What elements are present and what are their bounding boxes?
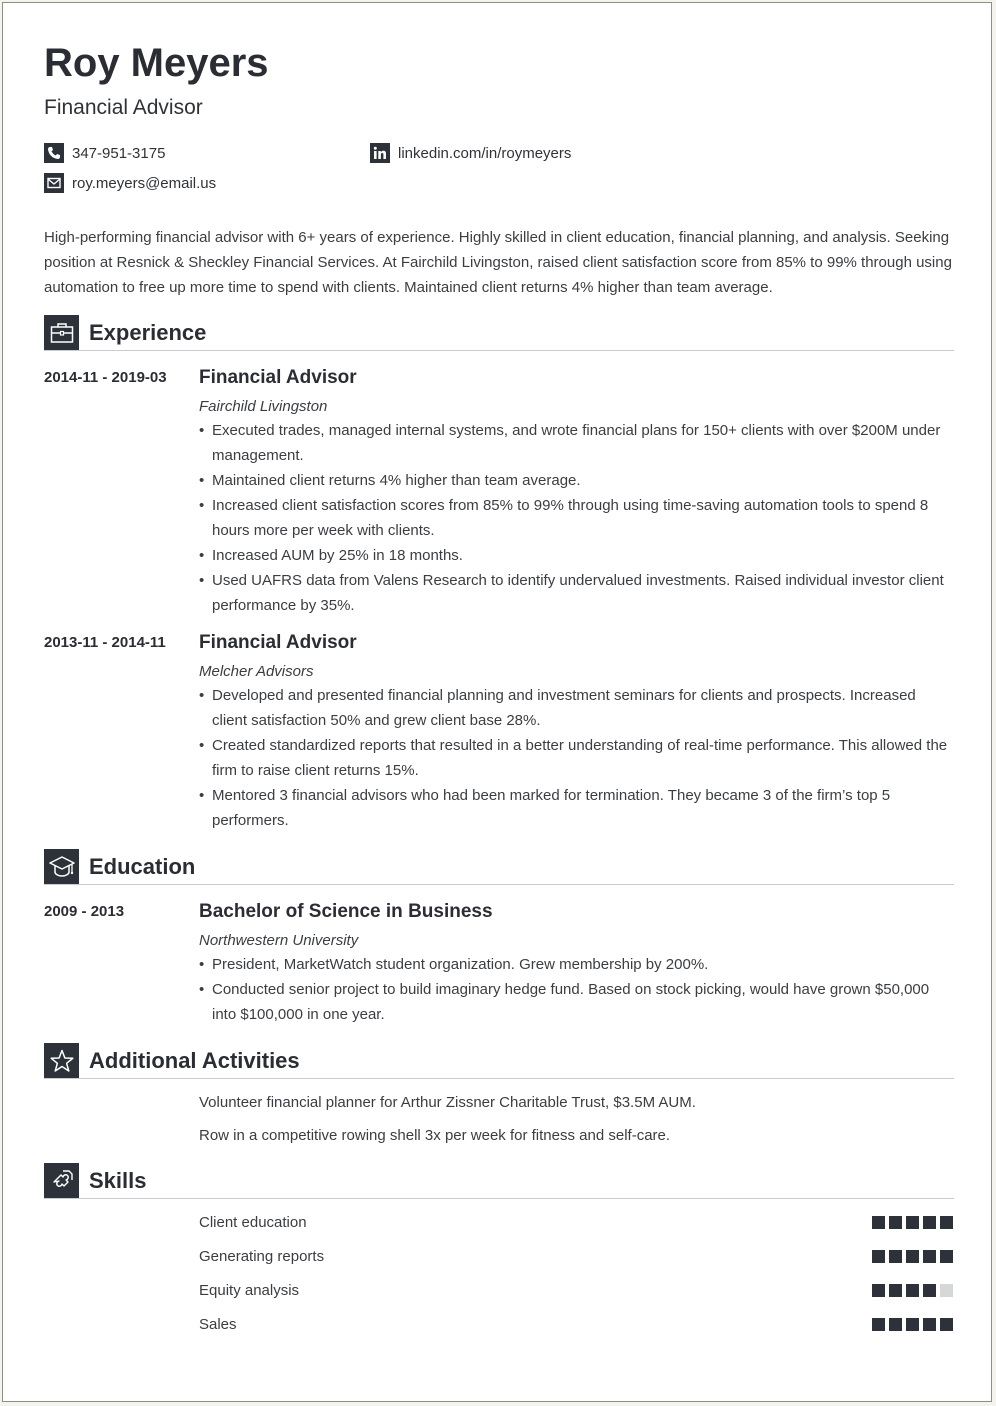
rating-square-filled [906, 1250, 919, 1263]
list-item: • Increased client satisfaction scores from 85% to 99% through using time-saving automation tools to spend 8 hours more per week with clients. [199, 493, 954, 543]
degree-title: Bachelor of Science in Business [199, 901, 493, 922]
phone-icon [44, 143, 64, 163]
briefcase-icon [44, 315, 79, 350]
phone-text: 347-951-3175 [72, 144, 166, 162]
resume-page [2, 2, 992, 1402]
rating-square-filled [889, 1318, 902, 1331]
candidate-title: Financial Advisor [44, 96, 203, 119]
rating-square-filled [889, 1250, 902, 1263]
skill-label: Equity analysis [199, 1282, 300, 1299]
rating-square-filled [940, 1318, 953, 1331]
skills-heading: Skills [89, 1168, 147, 1193]
skill-label: Sales [199, 1316, 237, 1333]
skill-label: Generating reports [199, 1248, 325, 1265]
job-bullets [199, 418, 954, 618]
job-bullets [199, 683, 954, 833]
activities-rule [44, 1078, 954, 1079]
skill-label: Client education [199, 1214, 307, 1231]
skill-rating [872, 1318, 953, 1331]
list-item: • Increased AUM by 25% in 18 months. [199, 543, 954, 568]
contact-linkedin [370, 143, 571, 163]
rating-square-filled [872, 1216, 885, 1229]
email-link[interactable]: roy.meyers@email.us [72, 174, 217, 192]
rating-square-filled [923, 1284, 936, 1297]
contact-email [44, 173, 216, 193]
rating-square-filled [906, 1318, 919, 1331]
education-heading: Education [89, 854, 196, 879]
activities-heading: Additional Activities [89, 1048, 300, 1073]
star-icon [44, 1043, 79, 1078]
linkedin-link[interactable]: linkedin.com/in/roymeyers [398, 144, 572, 162]
list-item: • Maintained client returns 4% higher than team average. [199, 468, 954, 493]
graduation-cap-icon [44, 849, 79, 884]
activity-item: Row in a competitive rowing shell 3x per week for fitness and self-care. [199, 1127, 671, 1144]
envelope-icon [44, 173, 64, 193]
list-item: • Used UAFRS data from Valens Research to identify undervalued investments. Raised individual investor client performance by 35%. [199, 568, 954, 618]
rating-square-filled [906, 1284, 919, 1297]
skill-rating [872, 1216, 953, 1229]
list-item: • Executed trades, managed internal systems, and wrote financial plans for 150+ clients with over $200M under management. [199, 418, 954, 468]
education-rule [44, 884, 954, 885]
job-company: Fairchild Livingston [199, 398, 328, 415]
rating-square-filled [889, 1216, 902, 1229]
skill-rating [872, 1250, 953, 1263]
job-title: Financial Advisor [199, 367, 357, 388]
rating-square-filled [906, 1216, 919, 1229]
linkedin-icon [370, 143, 390, 163]
list-item: • Mentored 3 financial advisors who had been marked for termination. They became 3 of the firm’s top 5 performers. [199, 783, 954, 833]
puzzle-icon [44, 1163, 79, 1198]
job-dates: 2013-11 - 2014-11 [44, 634, 166, 651]
rating-square-filled [940, 1250, 953, 1263]
rating-square-empty [940, 1284, 953, 1297]
rating-square-filled [923, 1216, 936, 1229]
rating-square-filled [889, 1284, 902, 1297]
rating-square-filled [923, 1250, 936, 1263]
education-dates: 2009 - 2013 [44, 903, 125, 920]
experience-rule [44, 350, 954, 351]
job-title: Financial Advisor [199, 632, 357, 653]
candidate-name: Roy Meyers [44, 41, 269, 85]
job-company: Melcher Advisors [199, 663, 314, 680]
rating-square-filled [940, 1216, 953, 1229]
skill-rating [872, 1284, 953, 1297]
experience-heading: Experience [89, 320, 207, 345]
skills-rule [44, 1198, 954, 1199]
contact-phone [44, 143, 165, 163]
summary-text: High-performing financial advisor with 6+ years of experience. Highly skilled in client education, financial planning, and analysis. Seeking position at Resnick & Sheckley Financial Services. At Fairchild Livingston, raised client satisfaction score from 85% to 99% through using automation to free up more time to spend with clients. Maintained client returns 4% higher than team average. [44, 229, 952, 296]
rating-square-filled [923, 1318, 936, 1331]
rating-square-filled [872, 1318, 885, 1331]
rating-square-filled [872, 1284, 885, 1297]
job-dates: 2014-11 - 2019-03 [44, 369, 167, 386]
list-item: • Conducted senior project to build imaginary hedge fund. Based on stock picking, would have grown $50,000 into $100,000 in one year. [199, 977, 954, 1027]
list-item: • Created standardized reports that resulted in a better understanding of real-time performance. This allowed the firm to raise client returns 15%. [199, 733, 954, 783]
activity-item: Volunteer financial planner for Arthur Zissner Charitable Trust, $3.5M AUM. [199, 1094, 696, 1111]
list-item: • President, MarketWatch student organization. Grew membership by 200%. [199, 952, 954, 977]
list-item: • Developed and presented financial planning and investment seminars for clients and prospects. Increased client satisfaction 50% and grew client base 28%. [199, 683, 954, 733]
rating-square-filled [872, 1250, 885, 1263]
school-name: Northwestern University [199, 932, 359, 949]
education-bullets [199, 952, 954, 1027]
